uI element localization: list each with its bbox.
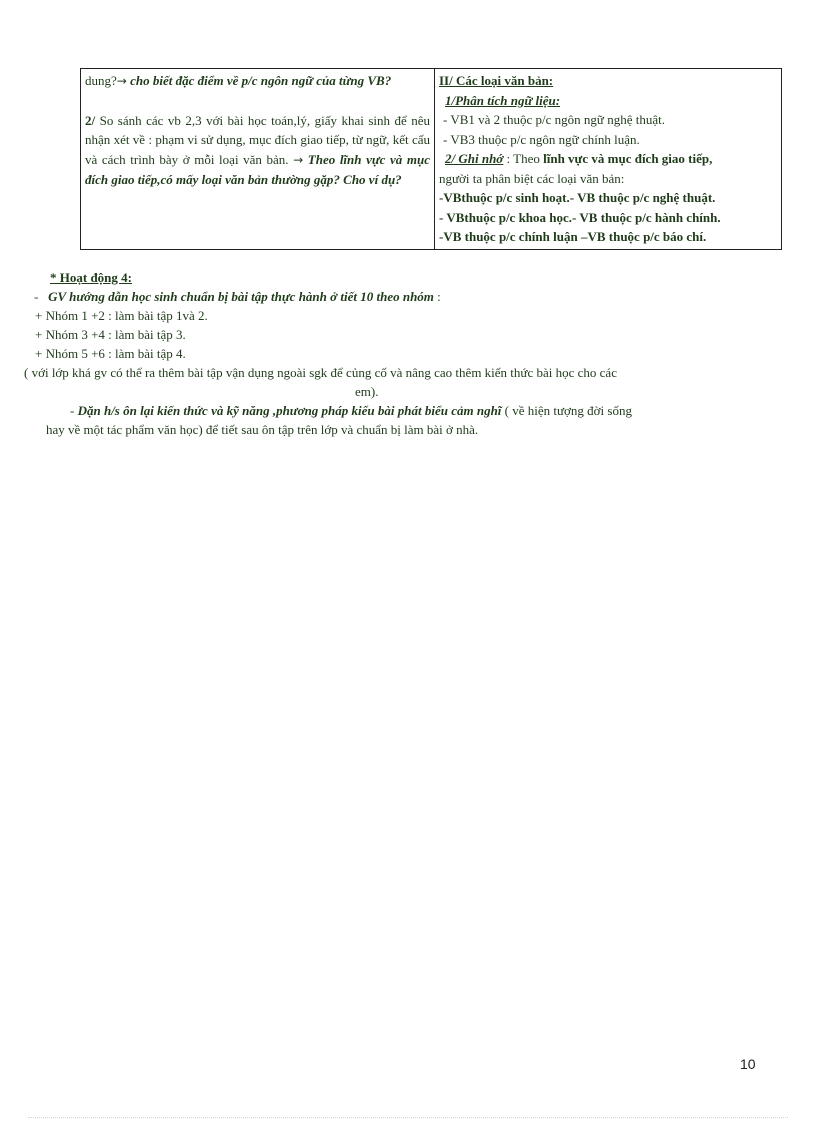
left-paragraph-1 xyxy=(85,71,430,92)
left-paragraph-2 xyxy=(85,111,430,190)
note-line-1: ( với lớp khá gv có thể ra thêm bài tập vận dụng ngoài sgk để củng cố và nâng cao thêm kiến thức bài học cho các xyxy=(24,365,617,380)
activity-item-1 xyxy=(34,287,441,306)
subsection-remember xyxy=(439,149,777,169)
left-p1-text: dung? xyxy=(85,73,117,88)
lesson-table xyxy=(80,68,782,250)
group-task-3: + Nhóm 5 +6 : làm bài tập 4. xyxy=(35,346,186,361)
homework-bold: Dặn h/s ôn lại kiến thức và kỹ năng ,phương pháp kiểu bài phát biểu cảm nghĩ xyxy=(77,403,502,418)
homework-line-2: hay về một tác phẩm văn học) để tiết sau ôn tập trên lớp và chuẩn bị làm bài ở nhà. xyxy=(46,422,479,437)
table-right-cell xyxy=(435,69,782,250)
bullet-dash: - xyxy=(34,289,39,304)
section-heading: II/ Các loại văn bản: xyxy=(439,73,554,88)
analysis-line-1: - VB1 và 2 thuộc p/c ngôn ngữ nghệ thuật. xyxy=(443,112,665,127)
left-p2-question: Theo lĩnh vực và mục đích giao tiếp,có mấy loại văn bản thường gặp? Cho ví dụ? xyxy=(85,151,430,187)
style-line-1: -VBthuộc p/c sinh hoạt.- VB thuộc p/c nghệ thuật. xyxy=(439,190,716,205)
group-task-1: + Nhóm 1 +2 : làm bài tập 1và 2. xyxy=(35,308,208,323)
activity-title: * Hoạt động 4: xyxy=(50,270,132,285)
activity-item-1-tail: : xyxy=(433,289,441,304)
analysis-line-2: - VB3 thuộc p/c ngôn ngữ chính luận. xyxy=(443,131,640,147)
subsection-analysis: 1/Phân tích ngữ liệu: xyxy=(445,92,561,108)
bullet-dash: - xyxy=(70,403,75,418)
homework-text: ( về hiện tượng đời sống xyxy=(501,403,632,418)
left-p2-text: So sánh các vb 2,3 với bài học toán,lý, giấy khai sinh để nêu nhận xét về : phạm vi sử dụng, mục đích giao tiếp, từ ngữ, kết cấu và cách trình bày ở mỗi loại văn bản. xyxy=(85,112,430,167)
remember-line: người ta phân biệt các loại văn bản: xyxy=(439,170,625,186)
remember-text: : Theo xyxy=(503,151,544,166)
group-task-2: + Nhóm 3 +4 : làm bài tập 3. xyxy=(35,327,186,342)
left-p2-label: 2/ xyxy=(85,112,96,128)
activity-item-1-text: GV hướng dẫn học sinh chuẩn bị bài tập thực hành ở tiết 10 theo nhóm xyxy=(48,289,434,304)
page-edge-divider xyxy=(28,1117,788,1118)
style-line-2: - VBthuộc p/c khoa học.- VB thuộc p/c hành chính. xyxy=(439,209,721,225)
page-number: 10 xyxy=(740,1056,756,1072)
remember-label: 2/ Ghi nhớ xyxy=(445,151,504,166)
homework-line-1 xyxy=(70,401,632,420)
style-line-3: -VB thuộc p/c chính luận –VB thuộc p/c báo chí. xyxy=(439,229,707,244)
arrow-icon: → xyxy=(293,152,304,167)
table-left-cell xyxy=(81,69,435,250)
arrow-icon: → xyxy=(116,74,127,88)
note-line-2: em). xyxy=(355,384,379,399)
remember-bold: lĩnh vực và mục đích giao tiếp, xyxy=(543,151,713,166)
left-p1-question: cho biết đặc điểm về p/c ngôn ngữ của từng VB? xyxy=(126,73,392,88)
